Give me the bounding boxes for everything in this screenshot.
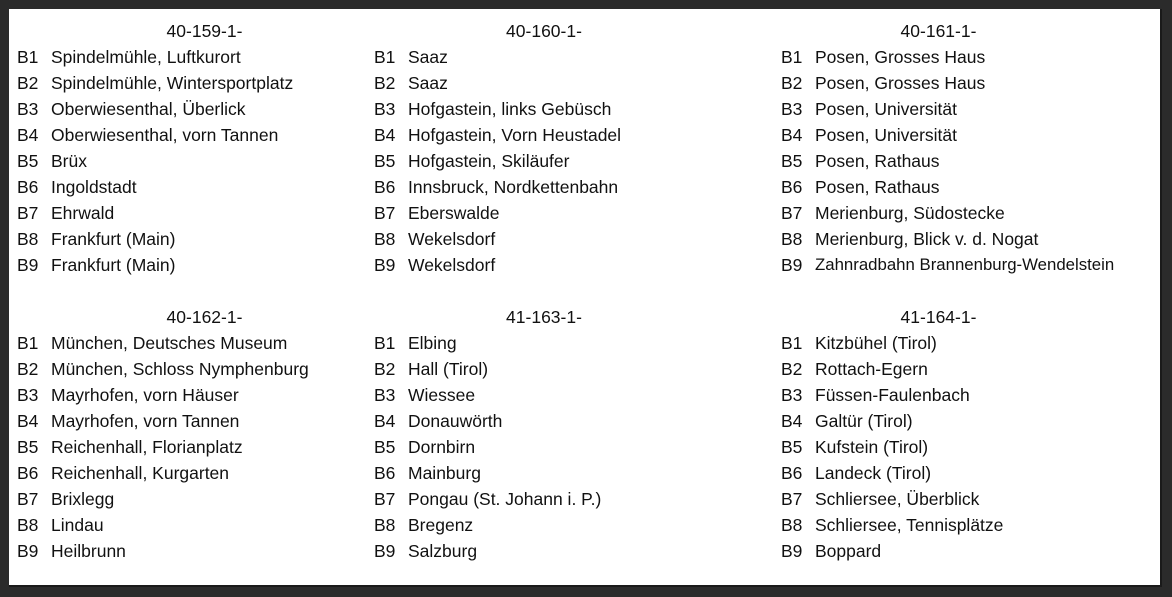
item-code: B4 [17,411,39,431]
item-place: Kitzbühel (Tirol) [815,333,937,353]
item-code: B3 [781,99,803,119]
item-code: B6 [374,463,396,483]
block-title: 40-160-1- [506,21,582,41]
item-code: B4 [17,125,39,145]
item-code: B9 [781,541,803,561]
item-code: B6 [17,463,39,483]
item-place: Merienburg, Südostecke [815,203,1005,223]
item-place: Donauwörth [408,411,503,431]
item-code: B1 [17,47,39,67]
item-place: Posen, Universität [815,125,958,145]
item-code: B9 [374,255,396,275]
item-code: B7 [781,489,803,509]
item-place: Wekelsdorf [408,255,496,275]
item-place: Saaz [408,73,448,93]
item-place: Spindelmühle, Luftkurort [51,47,241,67]
item-place: Hofgastein, Vorn Heustadel [408,125,622,145]
item-place: Hofgastein, Skiläufer [408,151,570,171]
item-place: Ehrwald [51,203,115,223]
item-place: Reichenhall, Florianplatz [51,437,243,457]
item-code: B8 [17,229,39,249]
item-code: B1 [17,333,39,353]
document-page [9,9,1162,587]
item-code: B6 [17,177,39,197]
item-place: Elbing [408,333,457,353]
item-code: B5 [17,151,39,171]
item-place: Eberswalde [408,203,500,223]
item-code: B2 [17,359,39,379]
item-code: B8 [781,515,803,535]
item-place: München, Schloss Nymphenburg [51,359,309,379]
item-code: B9 [17,541,39,561]
item-place: Merienburg, Blick v. d. Nogat [815,229,1039,249]
item-place: Posen, Rathaus [815,151,940,171]
item-place: Posen, Universität [815,99,958,119]
item-code: B1 [781,333,803,353]
item-place: Schliersee, Überblick [815,489,980,509]
item-place: Brixlegg [51,489,115,509]
item-code: B2 [374,359,396,379]
item-code: B9 [374,541,396,561]
item-code: B7 [374,489,396,509]
item-place: Mayrhofen, vorn Häuser [51,385,239,405]
item-code: B6 [374,177,396,197]
item-code: B1 [781,47,803,67]
item-place: Posen, Grosses Haus [815,47,986,67]
item-code: B8 [17,515,39,535]
item-place: Posen, Grosses Haus [815,73,986,93]
item-code: B4 [374,125,396,145]
item-code: B7 [374,203,396,223]
item-place: Posen, Rathaus [815,177,940,197]
item-code: B5 [781,151,803,171]
item-code: B3 [17,99,39,119]
photo-block [374,304,734,564]
item-code: B2 [374,73,396,93]
item-code: B6 [781,177,803,197]
item-place: Boppard [815,541,882,561]
item-code: B3 [17,385,39,405]
item-code: B2 [17,73,39,93]
item-code: B4 [374,411,396,431]
photo-block [781,304,1156,564]
item-place: Kufstein (Tirol) [815,437,929,457]
item-place: Innsbruck, Nordkettenbahn [408,177,619,197]
item-code: B7 [781,203,803,223]
item-code: B1 [374,333,396,353]
item-code: B6 [781,463,803,483]
item-place: Frankfurt (Main) [51,229,176,249]
item-place: Wiessee [408,385,476,405]
block-title: 41-163-1- [506,307,582,327]
item-place: Mayrhofen, vorn Tannen [51,411,240,431]
item-place: Schliersee, Tennisplätze [815,515,1004,535]
item-place: Oberwiesenthal, vorn Tannen [51,125,279,145]
item-place: Bregenz [408,515,474,535]
item-place: Oberwiesenthal, Überlick [51,99,246,119]
block-title: 40-159-1- [166,21,243,41]
item-code: B5 [374,437,396,457]
item-place: Füssen-Faulenbach [815,385,970,405]
item-place: Lindau [51,515,104,535]
item-code: B7 [17,203,39,223]
item-code: B5 [374,151,396,171]
item-place: Wekelsdorf [408,229,496,249]
photo-block [781,18,1156,278]
item-place: Saaz [408,47,448,67]
photo-block [374,18,734,278]
item-place: Ingoldstadt [51,177,137,197]
item-place: München, Deutsches Museum [51,333,288,353]
item-place: Galtür (Tirol) [815,411,913,431]
block-title: 41-164-1- [900,307,977,327]
item-place: Zahnradbahn Brannenburg-Wendelstein [815,255,1115,274]
item-code: B7 [17,489,39,509]
item-code: B8 [781,229,803,249]
item-place: Pongau (St. Johann i. P.) [408,489,602,509]
item-code: B5 [17,437,39,457]
photo-block [17,304,357,564]
item-place: Brüx [51,151,87,171]
item-place: Heilbrunn [51,541,126,561]
item-place: Reichenhall, Kurgarten [51,463,230,483]
item-place: Rottach-Egern [815,359,928,379]
item-code: B8 [374,229,396,249]
item-code: B9 [17,255,39,275]
item-code: B8 [374,515,396,535]
item-code: B4 [781,411,803,431]
photo-block [17,18,357,278]
item-place: Salzburg [408,541,478,561]
item-place: Frankfurt (Main) [51,255,176,275]
item-code: B4 [781,125,803,145]
item-code: B3 [374,385,396,405]
item-code: B3 [374,99,396,119]
item-place: Spindelmühle, Wintersportplatz [51,73,294,93]
item-code: B3 [781,385,803,405]
item-code: B9 [781,255,803,275]
item-place: Landeck (Tirol) [815,463,932,483]
item-code: B1 [374,47,396,67]
item-code: B5 [781,437,803,457]
block-title: 40-161-1- [900,21,977,41]
item-place: Mainburg [408,463,481,483]
item-place: Dornbirn [408,437,476,457]
item-place: Hofgastein, links Gebüsch [408,99,612,119]
block-title: 40-162-1- [166,307,243,327]
item-place: Hall (Tirol) [408,359,489,379]
item-code: B2 [781,73,803,93]
item-code: B2 [781,359,803,379]
